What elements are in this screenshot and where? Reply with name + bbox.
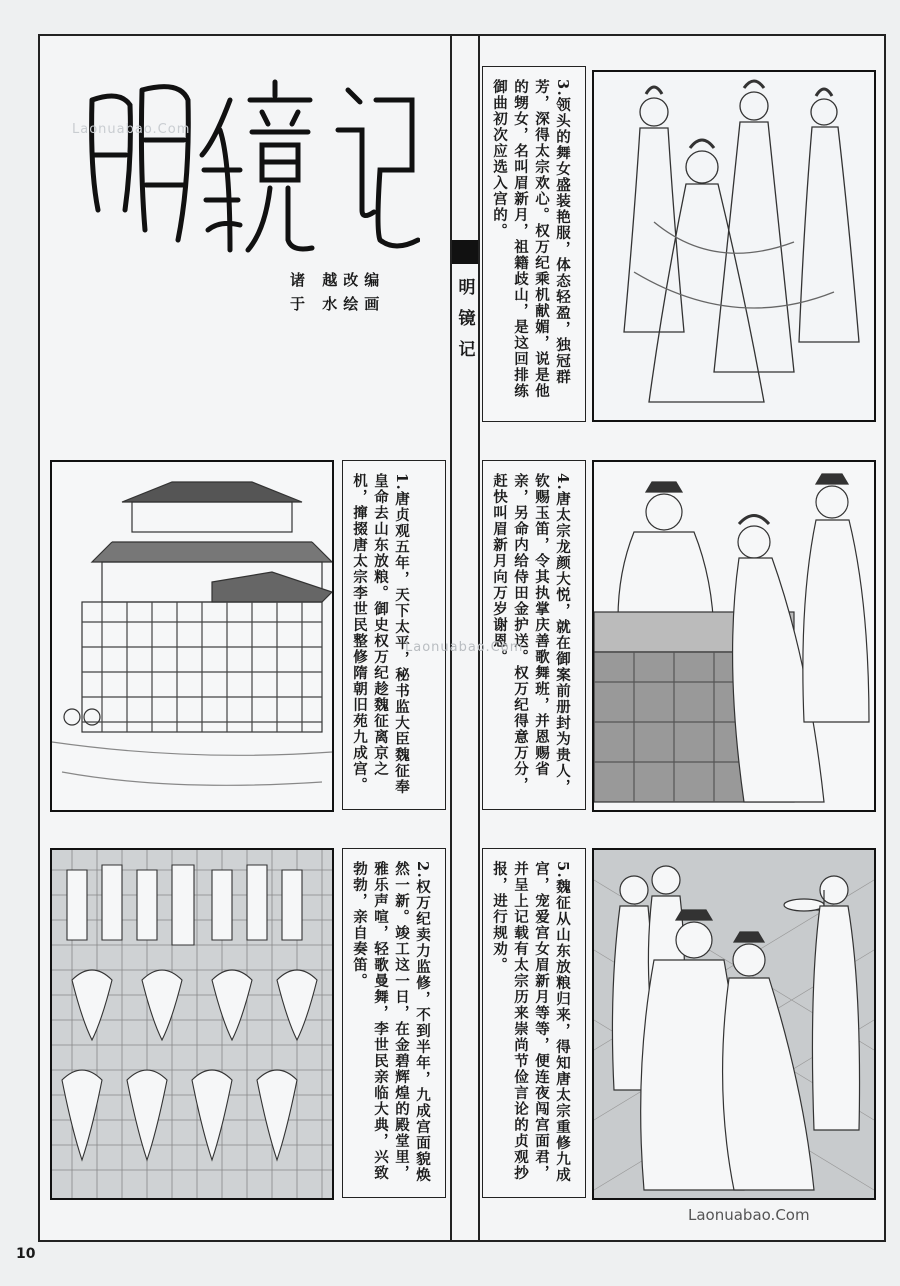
title-calligraphy — [80, 60, 420, 260]
credits — [290, 268, 385, 316]
illustrator-credit: 于 水绘画 — [290, 295, 386, 313]
watermark-top: Laonuabao.Com — [72, 122, 191, 137]
column-divider-right — [478, 34, 480, 1242]
adapter-credit: 诸 越改编 — [290, 271, 386, 289]
panel-1-caption: 1.唐贞观五年，天下太平，秘书监大臣魏征奉皇命去山东放粮。御史权万纪趁魏征离京之机，撺掇唐太宗李世民整修隋朝旧苑九成宫。 — [351, 473, 410, 796]
panel-3-text — [482, 66, 586, 422]
panel-3-caption: 3.领头的舞女盛装艳服，体态轻盈，独冠群芳，深得太宗欢心。权万纪乘机献媚，说是他的甥女，名叫眉新月，祖籍歧山，是这回排练御曲初次应选入宫的。 — [491, 79, 571, 399]
panel-2-text — [342, 848, 446, 1198]
panel-4-illustration — [592, 460, 876, 812]
page-number: 10 — [16, 1246, 36, 1262]
panel-1-text — [342, 460, 446, 810]
panel-5-illustration — [592, 848, 876, 1200]
panel-2-illustration — [50, 848, 334, 1200]
panel-1-illustration — [50, 460, 334, 812]
panel-4-text — [482, 460, 586, 810]
panel-5-text — [482, 848, 586, 1198]
panel-5-caption: 5.魏征从山东放粮归来，得知唐太宗重修九成宫，宠爱宫女眉新月等等，便连夜闯宫面君，并呈上记载有太宗历来崇尚节俭言论的贞观抄报，进行规劝。 — [491, 861, 571, 1184]
watermark-center: Laonuabao.Com — [405, 640, 524, 655]
panel-2-caption: 2.权万纪卖力监修，不到半年，九成宫面貌焕然一新。竣工这一日，在金碧辉煌的殿堂里，雅乐声喧，轻歌曼舞，李世民亲临大典，兴致勃勃，亲自奏笛。 — [351, 861, 431, 1184]
panel-4-caption: 4.唐太宗龙颜大悦，就在御案前册封为贵人，钦赐玉笛，令其执掌庆善歌舞班，并恩赐省亲，另命内给侍田金护送。权万纪得意万分，赶快叫眉新月向万岁谢恩。 — [491, 473, 571, 796]
panel-3-illustration — [592, 70, 876, 422]
series-marker — [452, 240, 478, 264]
series-label: 明镜记 — [454, 278, 475, 371]
series-tab — [452, 240, 478, 700]
site-watermark-bottom: Laonuabao.Com — [688, 1206, 810, 1224]
